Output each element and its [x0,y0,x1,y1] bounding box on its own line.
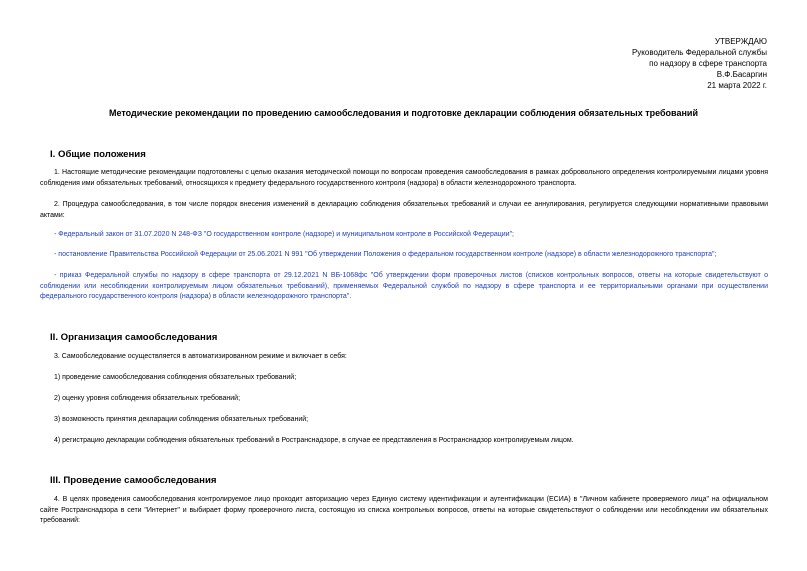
section-heading-1: I. Общие положения [50,149,146,160]
approval-block [632,36,767,91]
law-link-2[interactable]: - постановление Правительства Российской Федерации от 25.06.2021 N 991 "Об утверждении Положения о федеральном государственном контроле (надзоре) в области железнодорожного транспорта"; [54,251,717,258]
paragraph-4: 4. В целях проведения самообследования контролируемое лицо проходит авторизацию через Единую систему идентификации и аутентификации (ЕСИА) в "Личном кабинете проверяемого лица" на официальном сайте Ространснадзора в сети "Интернет" и выбирает форму проверочного листа, состоящую из списка контрольных вопросов, ответы на которые свидетельствуют о соблюдении или несоблюдении им обязательных требований: [40,496,768,524]
list-item-4: 4) регистрацию декларации соблюдения обязательных требований в Ространснадзоре, в случае ее представления в Ространснадзор контролируемым лицом. [54,437,574,444]
approval-signatory: В.Ф.Басаргин [716,70,767,79]
list-item-2: 2) оценку уровня соблюдения обязательных требований; [54,395,241,402]
list-item-3: 3) возможность принятия декларации соблюдения обязательных требований; [54,416,309,423]
paragraph-1: 1. Настоящие методические рекомендации подготовлены с целью оказания методической помощи по вопросам проведения самообследования в рамках добровольного определения контролируемыми лицами уровня соблюдения ими обязательных требований, относящихся к предмету федерального государственного контроля (надзора) в области железнодорожного транспорта. [40,169,768,187]
approval-date: 21 марта 2022 г. [707,81,767,90]
section-heading-3: III. Проведение самообследования [50,475,217,486]
law-link-1[interactable]: - Федеральный закон от 31.07.2020 N 248-ФЗ "О государственном контроле (надзоре) и муниципальном контроле в Российской Федерации"; [54,231,514,238]
approval-position: Руководитель Федеральной службы [631,48,767,57]
document-title: Методические рекомендации по проведению самообследования и подготовке декларации соблюдения обязательных требований [109,108,698,118]
paragraph-2: 2. Процедура самообследования, в том числе порядок внесения изменений в декларацию соблюдения обязательных требований и случаи ее аннулирования, регулируется следующими нормативными правовыми актами: [40,201,768,219]
section-heading-2: II. Организация самообследования [50,332,218,343]
law-link-3[interactable]: - приказ Федеральной службы по надзору в сфере транспорта от 29.12.2021 N ВБ-1068фс "Об утверждении форм проверочных листов (списков контрольных вопросов, ответы на которые свидетельствуют о соблюдении или несоблюдении контролируемым лицом обязательных требований), применяемых Федеральной службой по надзору в сфере транспорта и ее территориальными органами при осуществлении федерального государственного контроля (надзора) в области железнодорожного транспорта". [40,272,768,300]
approval-position-cont: по надзору в сфере транспорта [649,59,767,68]
paragraph-3: 3. Самообследование осуществляется в автоматизированном режиме и включает в себя: [54,353,347,360]
list-item-1: 1) проведение самообследования соблюдения обязательных требований; [54,374,297,381]
approval-heading: УТВЕРЖДАЮ [714,37,767,46]
